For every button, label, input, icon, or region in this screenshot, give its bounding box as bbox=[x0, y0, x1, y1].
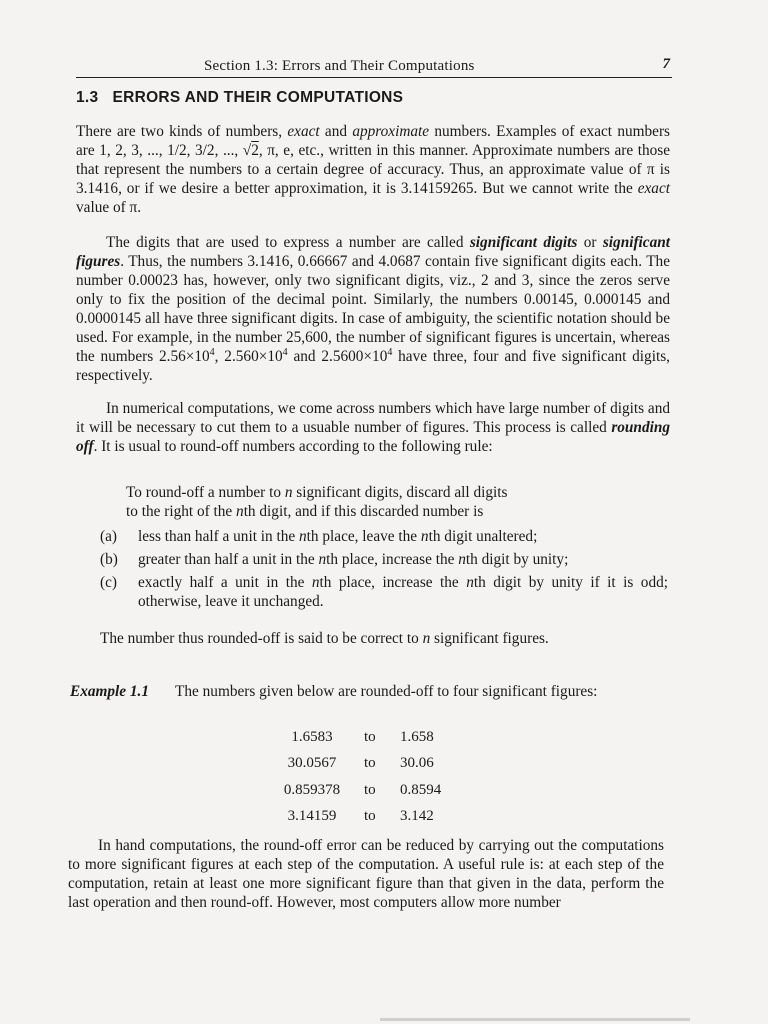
item-text-b: th place, increase the bbox=[319, 574, 467, 591]
rounding-conclusion bbox=[100, 629, 640, 648]
conclusion-text-a: The number thus rounded-off is said to be correct to bbox=[100, 630, 423, 647]
paragraph-rounding-off bbox=[76, 399, 670, 456]
item-text-c: th digit by unity if it is odd; otherwise, leave it unchanged. bbox=[138, 574, 669, 610]
paragraph-hand-computations bbox=[68, 836, 664, 912]
rule-line-1 bbox=[126, 483, 626, 502]
original-value: 0.859378 bbox=[283, 781, 341, 798]
conclusion-text-b: significant figures. bbox=[430, 630, 549, 647]
item-text-c: th digit unaltered; bbox=[428, 528, 538, 545]
p3-text-1: In numerical computations, we come across numbers which have large number of digits and it will be necessary to cut them to a usuable number of figures. This process is called bbox=[76, 400, 670, 436]
list-item bbox=[100, 573, 668, 611]
p3-text-2: . It is usual to round-off numbers according to the following rule: bbox=[93, 438, 493, 455]
p1-exact-term: exact bbox=[287, 123, 320, 140]
rule-line-1-a: To round-off a number to bbox=[126, 484, 285, 501]
table-row bbox=[260, 777, 480, 804]
example-table bbox=[260, 724, 480, 830]
list-item bbox=[100, 550, 668, 569]
page-edge-shadow bbox=[380, 1018, 690, 1021]
table-row bbox=[260, 724, 480, 751]
item-variable-n: n bbox=[311, 574, 320, 591]
list-marker: (b) bbox=[100, 551, 118, 568]
p1-exact-term-2: exact bbox=[637, 180, 670, 197]
original-value: 3.14159 bbox=[287, 808, 337, 825]
rule-line-1-b: significant digits, discard all digits bbox=[292, 484, 508, 501]
item-variable-n: n bbox=[318, 551, 327, 568]
rounding-rule bbox=[126, 483, 626, 521]
p2-significant-digits-term: significant digits bbox=[469, 234, 578, 251]
original-value: 1.6583 bbox=[291, 728, 333, 745]
list-marker: (c) bbox=[100, 574, 117, 591]
running-head-title: Section 1.3: Errors and Their Computations bbox=[204, 58, 475, 74]
paragraph-number-types bbox=[76, 122, 670, 217]
rule-variable-n: n bbox=[284, 484, 293, 501]
p2-text-4: , 2.560×10 bbox=[214, 348, 283, 365]
p1-text-3: numbers. Examples of exact numbers are 1, 2, 3, ..., 1/2, 3/2, ..., √ bbox=[76, 123, 670, 159]
p1-sqrt-argument: 2 bbox=[251, 142, 259, 159]
p3-rounding-off-term: rounding off bbox=[76, 419, 670, 455]
example-text: The numbers given below are rounded-off to four significant figures: bbox=[175, 683, 598, 700]
to-word: to bbox=[364, 755, 376, 772]
original-value: 30.0567 bbox=[287, 755, 337, 772]
rounded-value: 3.142 bbox=[400, 808, 434, 825]
p2-exponent-1: 4 bbox=[209, 346, 215, 358]
rounded-value: 0.8594 bbox=[400, 781, 442, 798]
table-row bbox=[260, 804, 480, 831]
section-title: ERRORS AND THEIR COMPUTATIONS bbox=[112, 89, 404, 106]
example-label: Example 1.1 bbox=[70, 683, 150, 700]
section-heading bbox=[76, 89, 403, 107]
conclusion-variable-n: n bbox=[422, 630, 431, 647]
p4-text: In hand computations, the round-off error can be reduced by carrying out the computations to more significant figures at each step of the computation. A useful rule is: at each step of the computation, retain at least one more significant figure than that given in the data, perform the last operation and then round-off. However, most computers allow more number bbox=[68, 837, 664, 911]
table-row bbox=[260, 751, 480, 778]
running-head bbox=[76, 55, 672, 78]
item-variable-n: n bbox=[299, 528, 307, 545]
item-variable-n-2: n bbox=[466, 574, 474, 591]
example-block bbox=[70, 682, 668, 701]
rule-line-2 bbox=[126, 502, 626, 521]
rounded-value: 30.06 bbox=[400, 755, 434, 772]
p2-text-2: or bbox=[577, 234, 603, 251]
p1-text-1: There are two kinds of numbers, bbox=[76, 123, 288, 140]
item-text-c: th digit by unity; bbox=[465, 551, 569, 568]
to-word: to bbox=[364, 728, 376, 745]
item-variable-n-2: n bbox=[458, 551, 466, 568]
to-word: to bbox=[364, 781, 376, 798]
rule-line-2-a: to the right of the bbox=[126, 503, 237, 520]
p2-significant-figures-term: significant figures bbox=[76, 234, 670, 270]
paragraph-significant-digits bbox=[76, 233, 670, 385]
p2-exponent-2: 4 bbox=[282, 346, 288, 358]
p1-text-4: , π, e, etc., written in this manner. Approximate numbers are those that represent the numbers to a certain degree of accuracy. Thus, an approximate value of π is 3.1416, or if we desire a better approximation, it is 3.14159265. But we cannot write the bbox=[76, 142, 670, 197]
to-word: to bbox=[364, 808, 376, 825]
rule-cases-list bbox=[100, 527, 668, 615]
p2-text-1: The digits that are used to express a number are called bbox=[106, 234, 470, 251]
rule-line-2-b: th digit, and if this discarded number is bbox=[243, 503, 484, 520]
p2-text-6: have three, four and five significant digits, respectively. bbox=[76, 348, 670, 384]
item-text-a: greater than half a unit in the bbox=[138, 551, 319, 568]
p2-text-5: and 2.5600×10 bbox=[287, 348, 388, 365]
list-item bbox=[100, 527, 668, 546]
p1-text-5: value of π. bbox=[76, 199, 142, 216]
list-marker: (a) bbox=[100, 528, 117, 545]
rounded-value: 1.658 bbox=[400, 728, 434, 745]
page-number: 7 bbox=[662, 56, 670, 72]
item-text-b: th place, increase the bbox=[326, 551, 459, 568]
p1-text-2: and bbox=[319, 123, 353, 140]
section-number: 1.3 bbox=[76, 89, 99, 106]
item-text-a: less than half a unit in the bbox=[138, 528, 300, 545]
rule-variable-n-2: n bbox=[236, 503, 244, 520]
item-variable-n-2: n bbox=[420, 528, 429, 545]
item-text-a: exactly half a unit in the bbox=[138, 574, 312, 591]
item-text-b: th place, leave the bbox=[306, 528, 421, 545]
p2-text-3: . Thus, the numbers 3.1416, 0.66667 and 4.0687 contain five significant digits each. The number 0.00023 has, however, only two significant digits, viz., 2 and 3, since the zeros serve only to fix the position of the decimal point. Similarly, the numbers 0.00145, 0.000145 and 0.0000145 all have three significant digits. In case of ambiguity, the scientific notation should be used. For example, in the number 25,600, the number of significant figures is uncertain, whereas the numbers 2.56×10 bbox=[76, 253, 670, 365]
p1-approximate-term: approximate bbox=[352, 123, 430, 140]
p2-exponent-3: 4 bbox=[387, 346, 393, 358]
